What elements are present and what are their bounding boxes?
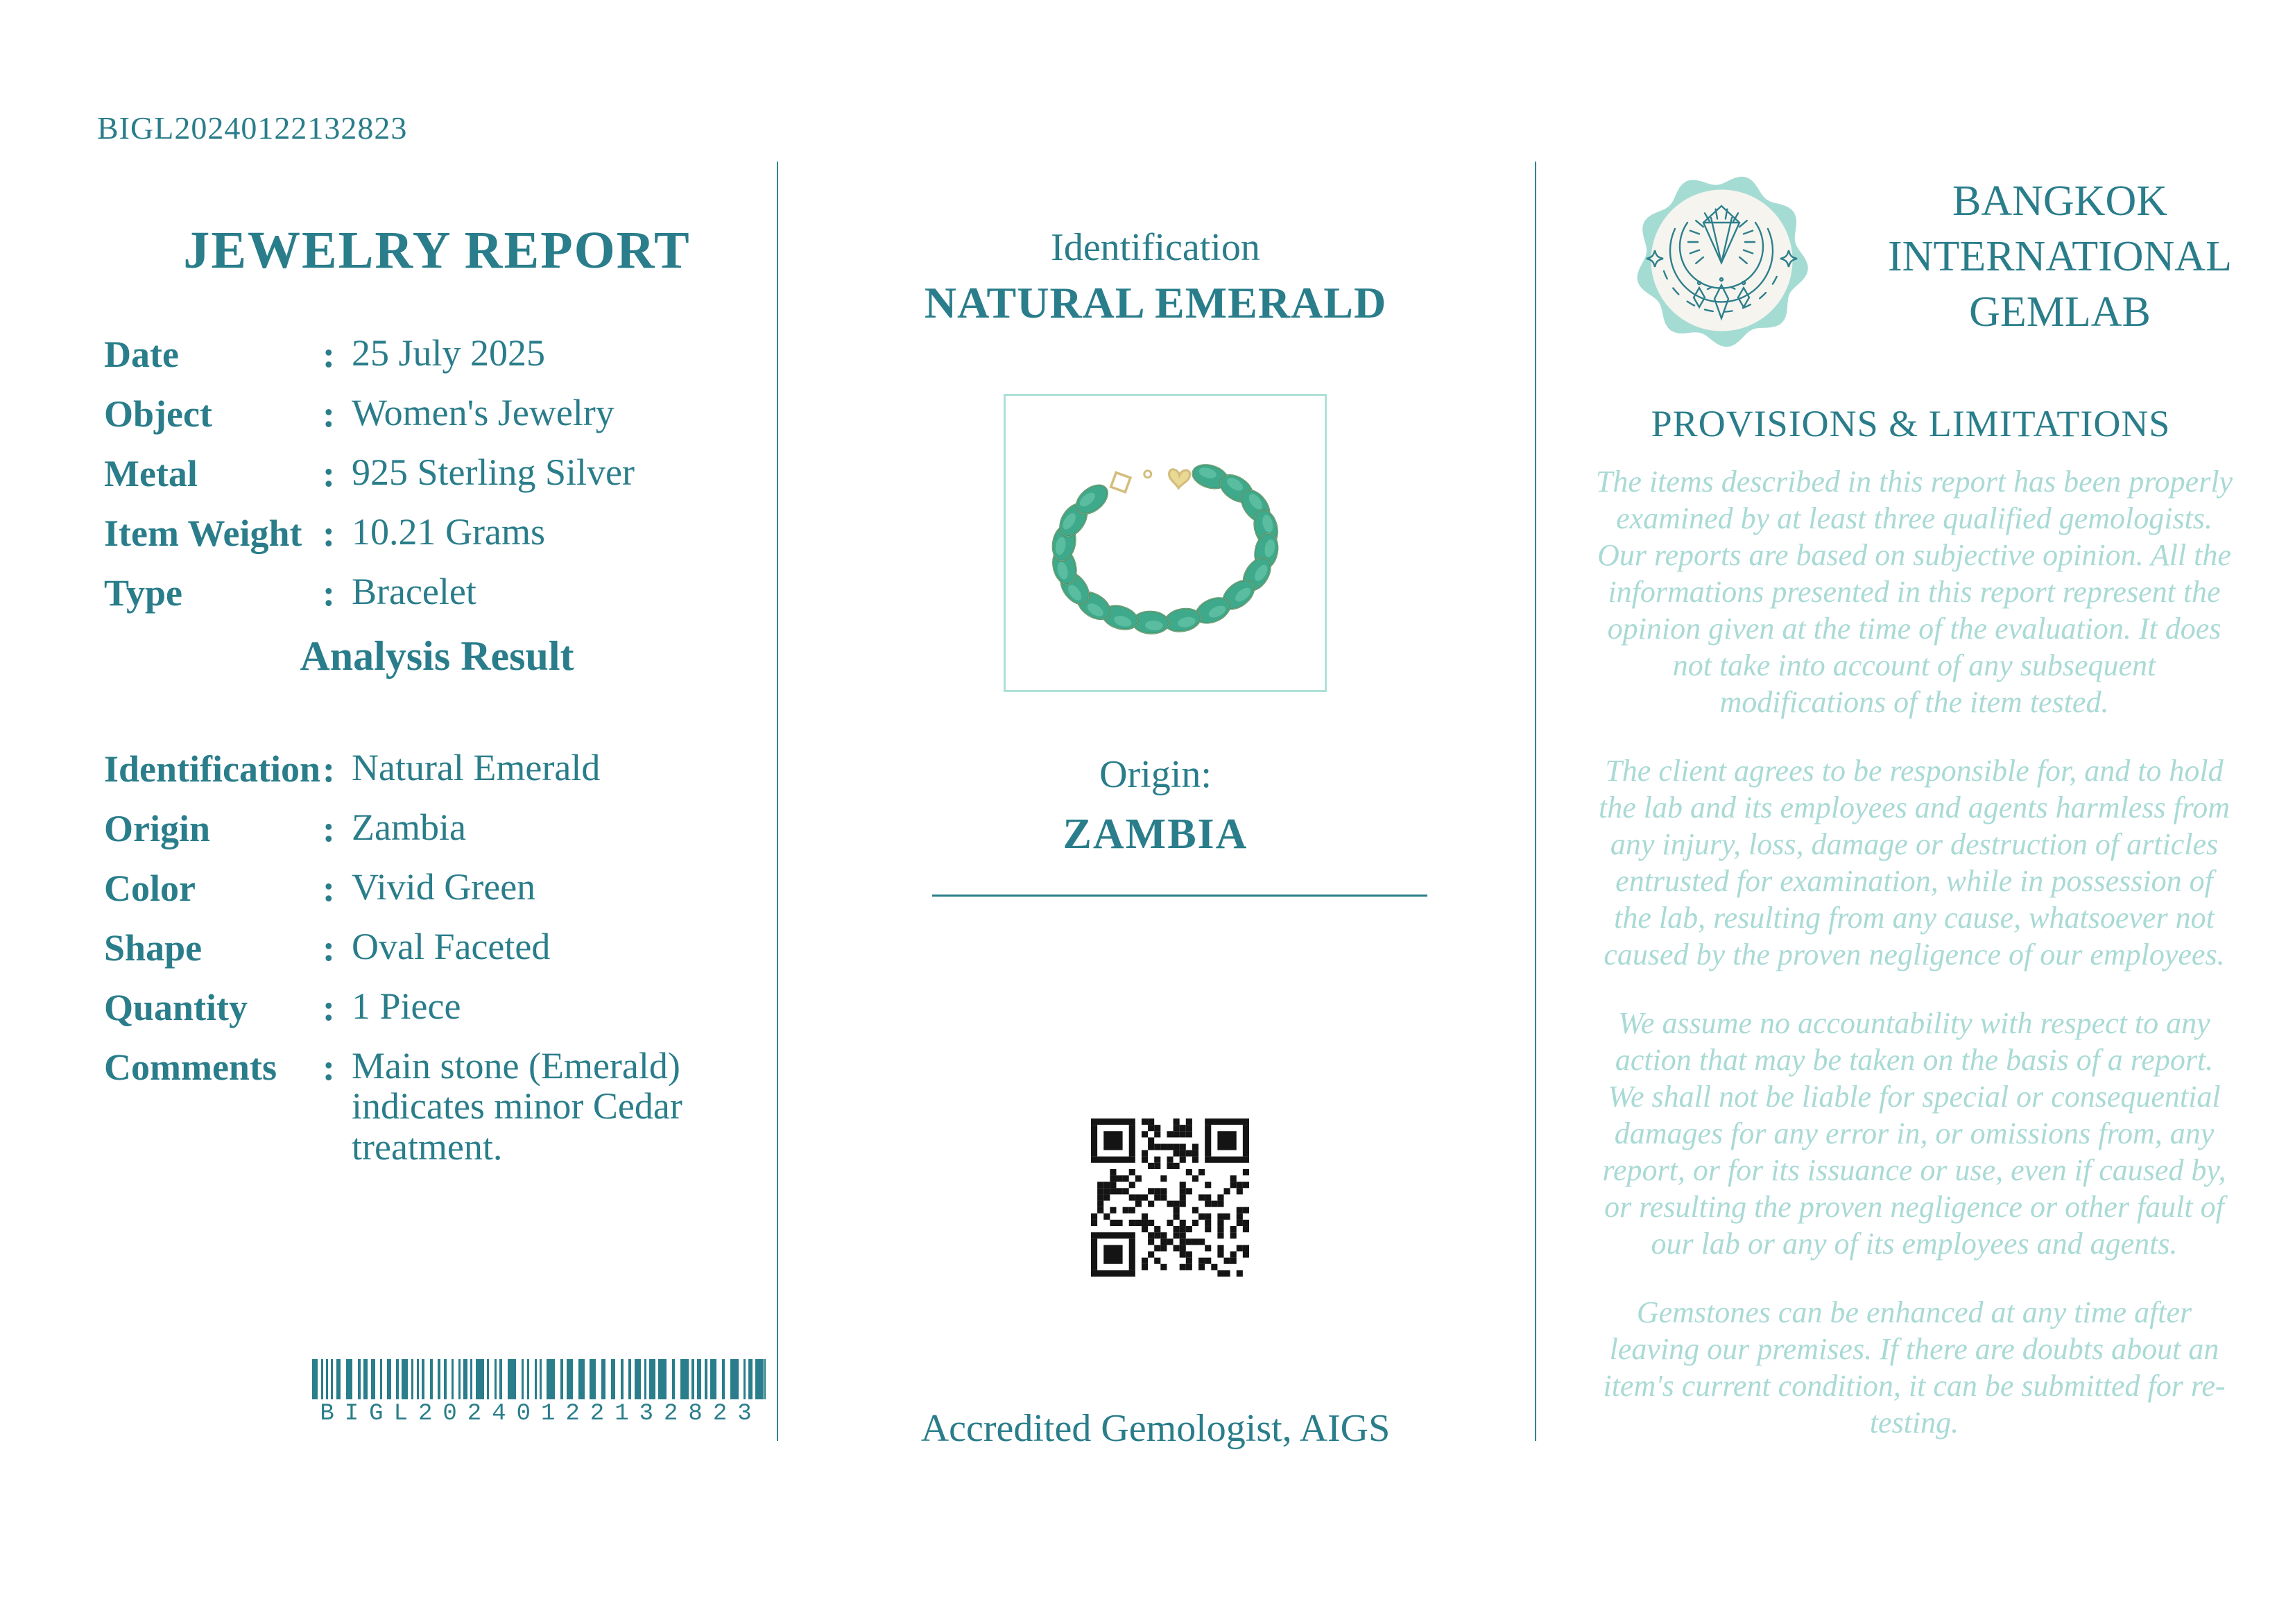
analysis-value: Oval Faceted bbox=[352, 926, 551, 967]
barcode-icon bbox=[312, 1359, 766, 1399]
analysis-label: Origin bbox=[104, 808, 211, 849]
analysis-label: Color bbox=[104, 867, 196, 909]
provisions-paragraph: The client agrees to be responsible for, and to hold the lab and its employees and agents harmless from any injury, loss, damage or destruction of articles entrusted for examination, while in possession of the lab, resulting from any cause, whatsoever not caused by the proven negligence of our employees. bbox=[1598, 754, 2230, 971]
provisions-paragraph: Gemstones can be enhanced at any time after leaving our premises. If there are doubts about an item's current condition, it can be submitted for re-testing. bbox=[1603, 1295, 2226, 1440]
analysis-label: Shape bbox=[104, 927, 203, 969]
lab-name-line: GEMLAB bbox=[1969, 288, 2151, 336]
barcode-text: BIGL20240122132823 bbox=[320, 1401, 762, 1427]
detail-value: Bracelet bbox=[352, 571, 476, 612]
analysis-colon: : bbox=[323, 927, 335, 969]
provisions-paragraphs bbox=[1595, 463, 2233, 1473]
provisions-title: PROVISIONS & LIMITATIONS bbox=[1651, 403, 2171, 444]
analysis-value: 1 Piece bbox=[352, 985, 461, 1027]
page-title: JEWELRY REPORT bbox=[183, 221, 691, 279]
analysis-row-origin bbox=[104, 807, 770, 867]
analysis-row-quantity bbox=[104, 986, 770, 1046]
analysis-colon: : bbox=[323, 748, 335, 790]
detail-value: 10.21 Grams bbox=[352, 511, 545, 553]
report-number: BIGL20240122132823 bbox=[97, 110, 408, 146]
detail-row-type bbox=[104, 571, 770, 631]
analysis-row-comments bbox=[104, 1046, 770, 1167]
detail-row-date bbox=[104, 333, 770, 392]
detail-colon: : bbox=[323, 453, 335, 494]
analysis-label: Quantity bbox=[104, 987, 248, 1028]
analysis-result-title: Analysis Result bbox=[300, 633, 574, 679]
column-divider-left bbox=[777, 162, 778, 1441]
detail-label: Date bbox=[104, 334, 179, 375]
identification-value: NATURAL EMERALD bbox=[924, 278, 1387, 327]
qr-code-icon bbox=[1091, 1118, 1249, 1277]
detail-colon: : bbox=[323, 393, 335, 435]
gemologist-footer: Accredited Gemologist, AIGS bbox=[920, 1407, 1391, 1450]
provisions-paragraph: The items described in this report has been properly examined by at least three qualified gemologists. Our reports are based on subjective opinion. All the informations presented in this report represent the opinion given at the time of the evaluation. It does not take into account of any subsequent modifications of the item tested. bbox=[1595, 465, 2233, 719]
lab-name bbox=[1838, 173, 2282, 340]
analysis-row-shape bbox=[104, 926, 770, 986]
analysis-value: Vivid Green bbox=[352, 866, 536, 908]
identification-heading: Identification bbox=[1051, 226, 1260, 269]
jewelry-photo bbox=[1004, 394, 1327, 692]
lab-logo bbox=[1630, 169, 1814, 352]
analysis-value: Main stone (Emerald) indicates minor Cedar treatment. bbox=[352, 1045, 682, 1168]
lab-name-line: INTERNATIONAL bbox=[1888, 233, 2232, 280]
analysis-colon: : bbox=[323, 808, 335, 849]
provisions-paragraph: We assume no accountability with respect to any action that may be taken on the basis of a report. We shall not be liable for special or consequential damages for any error in, or omissions from, any report, or for its issuance or use, even if caused by, or resulting the proven negligence or other fault of our lab or any of its employees and agents. bbox=[1602, 1006, 2226, 1261]
origin-value: ZAMBIA bbox=[1063, 811, 1248, 858]
analysis-colon: : bbox=[323, 987, 335, 1028]
analysis-colon: : bbox=[323, 867, 335, 909]
details-table bbox=[104, 333, 770, 631]
analysis-value: Natural Emerald bbox=[352, 747, 601, 788]
analysis-table bbox=[104, 748, 770, 1167]
detail-label: Object bbox=[104, 393, 212, 435]
detail-label: Metal bbox=[104, 453, 198, 494]
detail-colon: : bbox=[323, 334, 335, 375]
detail-colon: : bbox=[323, 572, 335, 614]
detail-row-object bbox=[104, 392, 770, 452]
analysis-label: Identification bbox=[104, 748, 321, 790]
detail-value: 25 July 2025 bbox=[352, 332, 546, 374]
left-column bbox=[104, 0, 770, 1624]
analysis-row-identification bbox=[104, 748, 770, 807]
origin-divider-line bbox=[932, 895, 1427, 897]
analysis-colon: : bbox=[323, 1046, 335, 1088]
barcode bbox=[312, 1359, 770, 1427]
detail-value: Women's Jewelry bbox=[352, 392, 614, 433]
analysis-row-color bbox=[104, 867, 770, 926]
analysis-label: Comments bbox=[104, 1046, 277, 1088]
detail-row-item-weight bbox=[104, 512, 770, 571]
detail-colon: : bbox=[323, 512, 335, 554]
detail-label: Type bbox=[104, 572, 183, 614]
emerald-bracelet-image bbox=[1006, 396, 1325, 690]
analysis-value: Zambia bbox=[352, 806, 466, 848]
lab-name-line: BANGKOK bbox=[1952, 178, 2167, 225]
detail-row-metal bbox=[104, 452, 770, 512]
detail-value: 925 Sterling Silver bbox=[352, 451, 635, 493]
origin-heading: Origin: bbox=[1099, 753, 1212, 796]
column-divider-right bbox=[1535, 162, 1536, 1441]
qr-code bbox=[1091, 1118, 1249, 1277]
detail-label: Item Weight bbox=[104, 512, 302, 554]
necklace-seal-icon bbox=[1630, 169, 1814, 352]
